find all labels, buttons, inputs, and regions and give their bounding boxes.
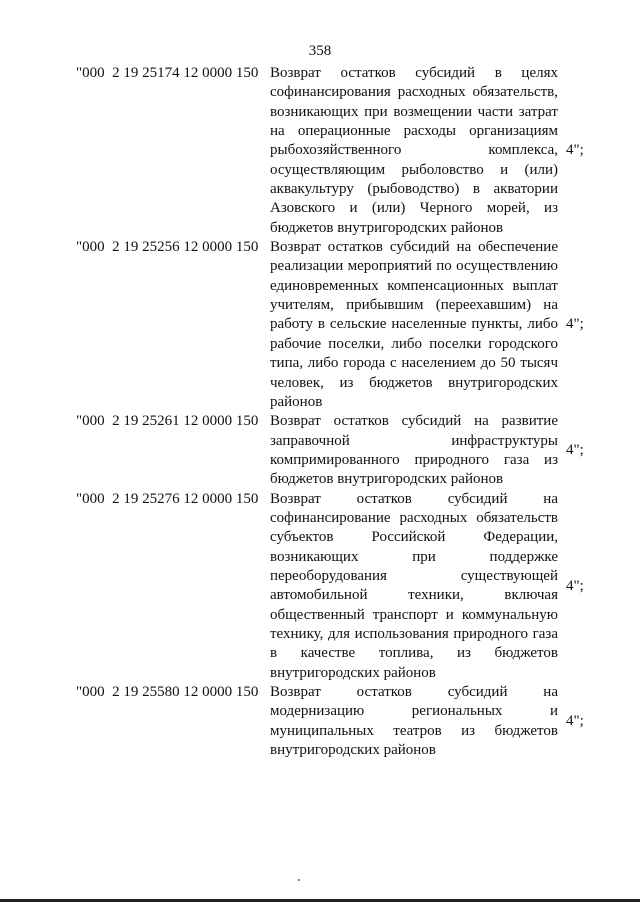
classification-table xyxy=(76,64,596,760)
column-gap xyxy=(558,683,566,760)
column-gap xyxy=(558,238,566,412)
budget-code: "000 2 19 25174 12 0000 150 xyxy=(76,65,259,81)
normative-value: 4"; xyxy=(566,577,584,594)
table-row xyxy=(76,490,596,683)
scan-speck xyxy=(298,879,300,881)
table-row xyxy=(76,238,596,412)
row-description: Возврат остатков субсидий на развитие заправочной инфраструктуры компримированного природного газа из бюджетов внутригородских районов xyxy=(270,413,558,488)
normative-value: 4"; xyxy=(566,442,584,459)
budget-code: "000 2 19 25580 12 0000 150 xyxy=(76,684,259,700)
budget-code: "000 2 19 25256 12 0000 150 xyxy=(76,239,259,256)
page-number: 358 xyxy=(308,43,332,59)
normative-value: 4"; xyxy=(566,142,584,159)
column-gap xyxy=(558,490,566,683)
row-description: Возврат остатков субсидий на обеспечение реализации мероприятий по осуществлению единовременных компенсационных выплат учителям, прибывшим (переехавшим) на работу в сельские населенные пункты, либо рабочие поселки, либо поселки городского типа, либо города с населением до 50 тысяч человек, из бюджетов внутригородских районов xyxy=(270,239,558,410)
row-description: Возврат остатков субсидий в целях софинансирования расходных обязательств, возникающих при возмещении части затрат на операционные расходы организациям рыбохозяйственного комплекса, осуществляющим рыболовство и (или) аквакультуру (рыбоводство) в акватории Азовского и (или) Черного морей, из бюджетов внутригородских районов xyxy=(270,65,558,236)
table-row xyxy=(76,64,596,238)
normative-value: 4"; xyxy=(566,713,584,730)
budget-code: "000 2 19 25261 12 0000 150 xyxy=(76,413,259,430)
budget-code: "000 2 19 25276 12 0000 150 xyxy=(76,490,259,507)
column-gap xyxy=(558,64,566,238)
row-description: Возврат остатков субсидий на модернизацию региональных и муниципальных театров из бюджетов внутригородских районов xyxy=(270,684,558,759)
row-description: Возврат остатков субсидий на софинансирование расходных обязательств субъектов Российской Федерации, возникающих при поддержке переоборудования существующей автомобильной техники, включая общественный транспорт и коммунальную технику, для использования природного газа в качестве топлива, из бюджетов внутригородских районов xyxy=(270,490,558,681)
table-row xyxy=(76,683,596,760)
normative-value: 4"; xyxy=(566,316,584,333)
table-row xyxy=(76,412,596,489)
column-gap xyxy=(558,412,566,489)
